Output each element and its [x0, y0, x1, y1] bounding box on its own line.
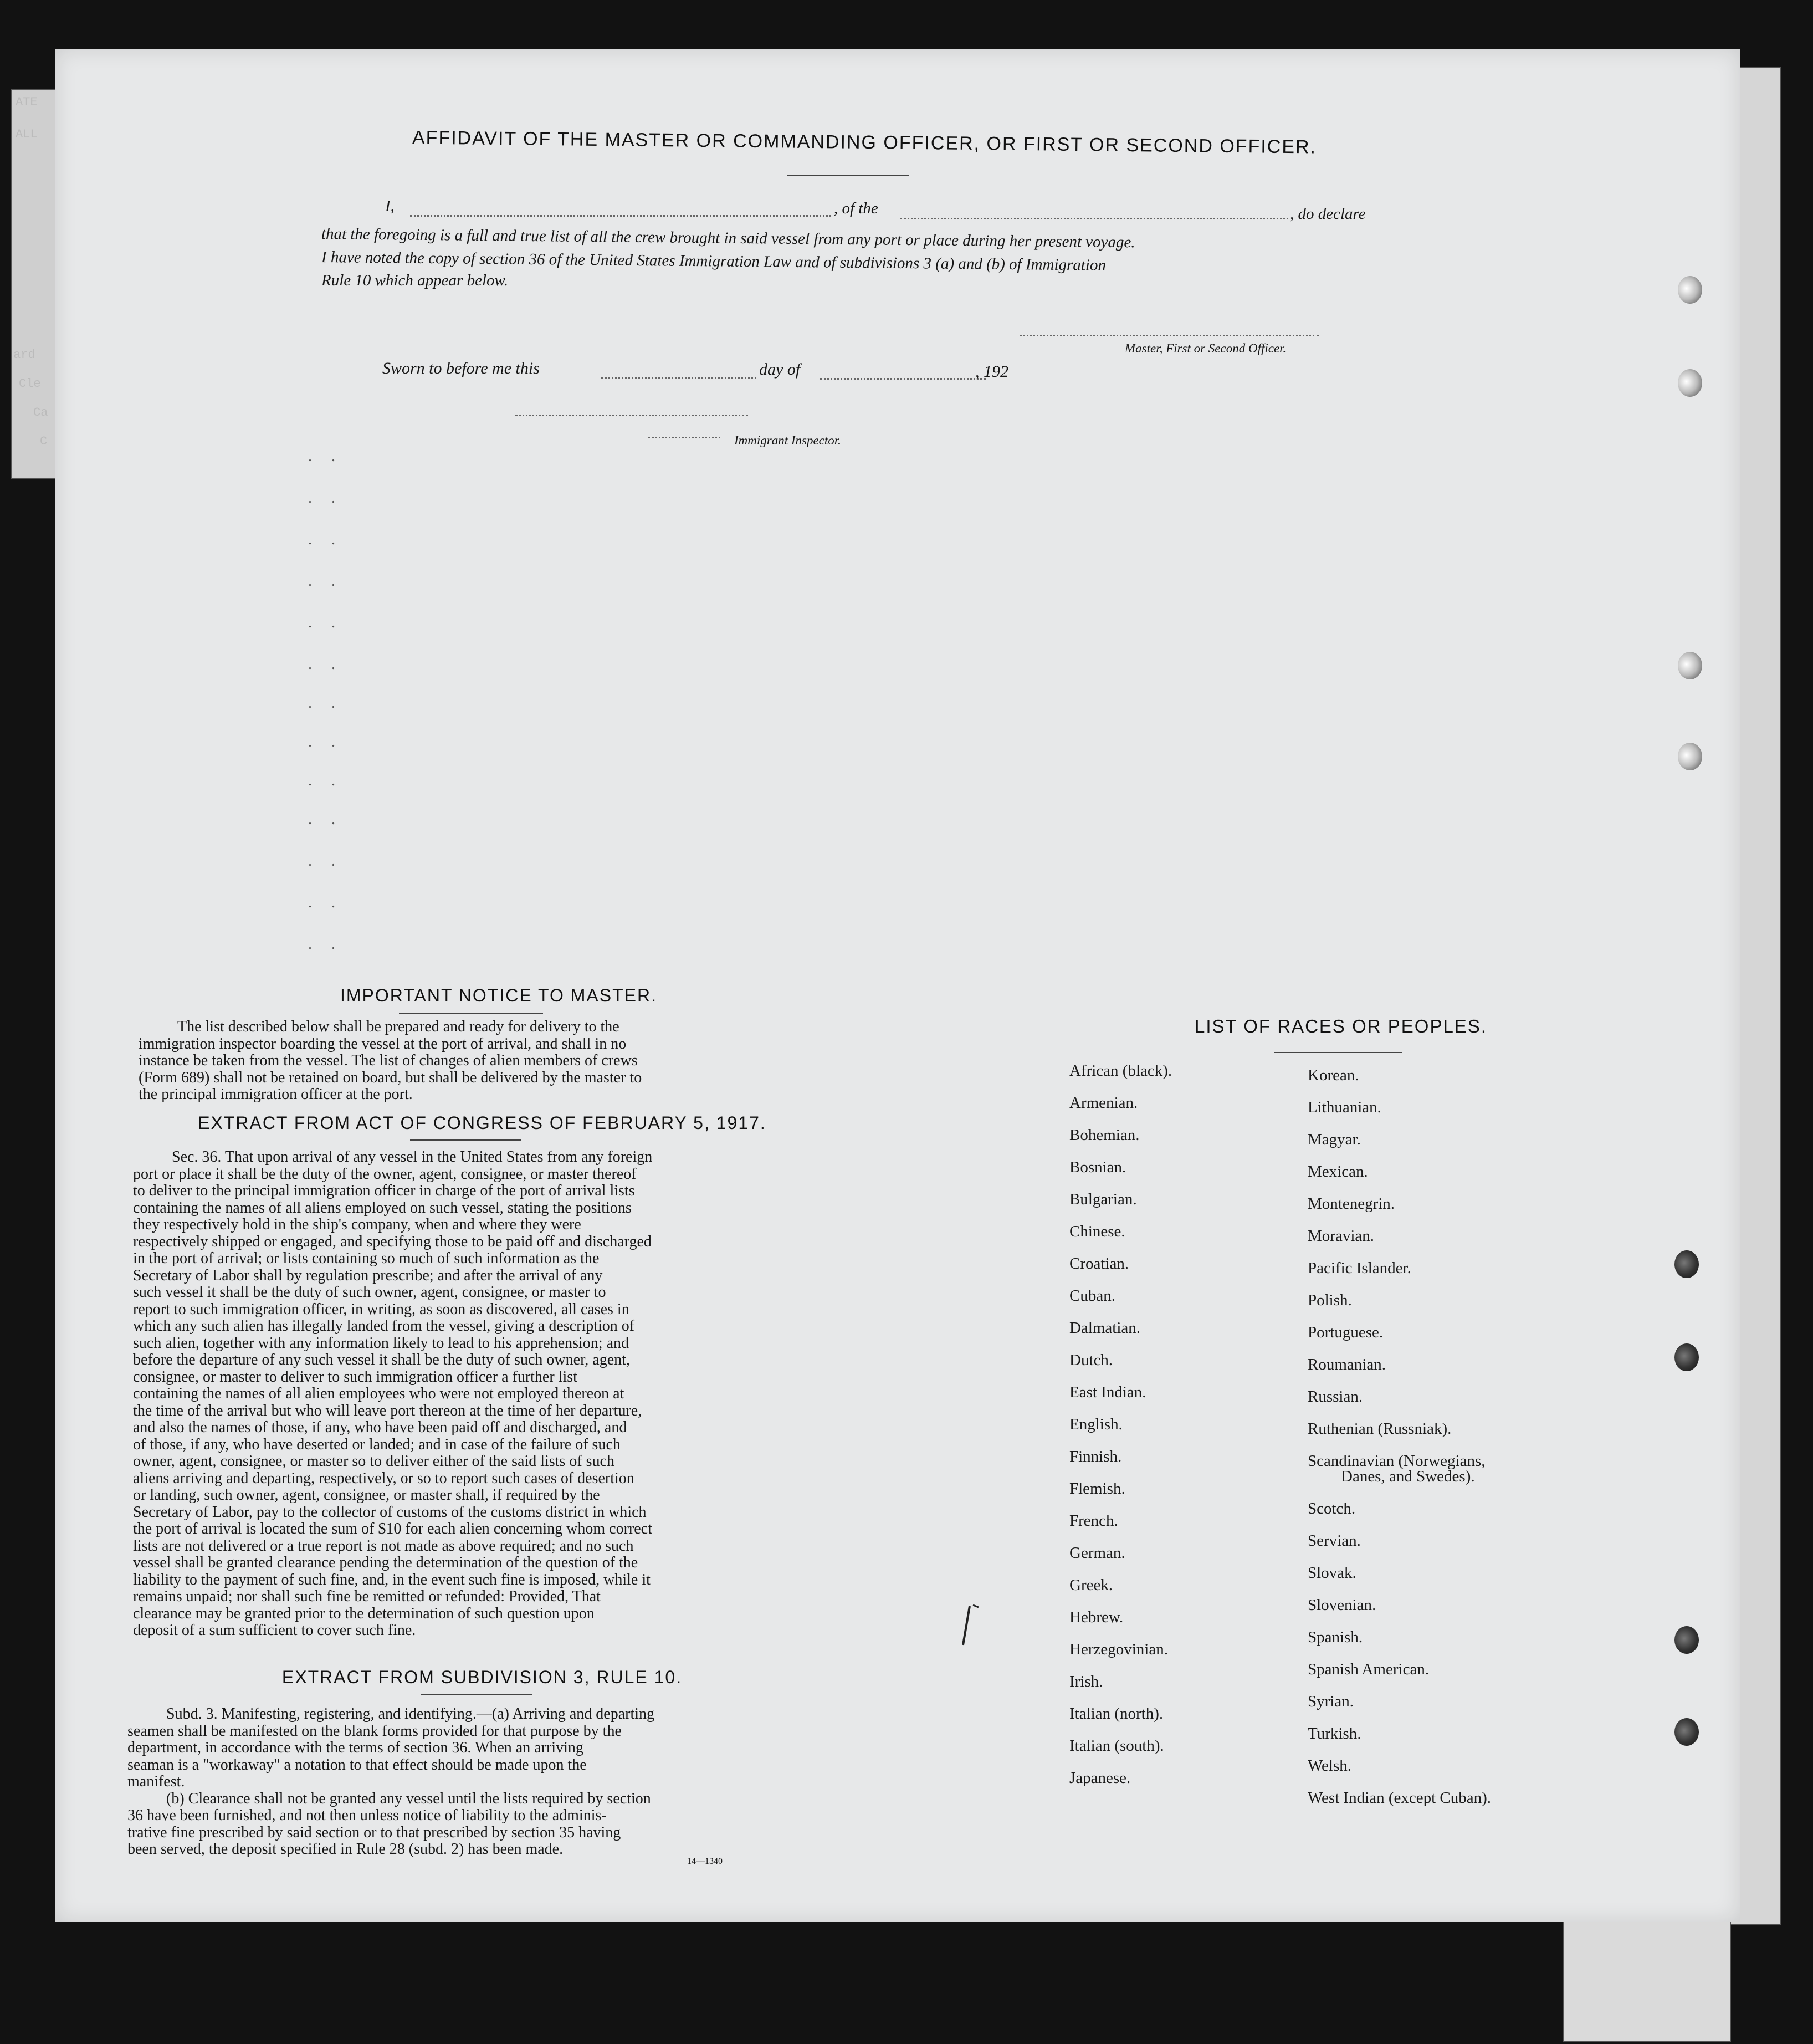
notice-line: The list described below shall be prepared and ready for delivery to the — [177, 1018, 619, 1035]
race-item: Irish. — [1069, 1673, 1103, 1690]
race-item: Italian (north). — [1069, 1705, 1164, 1723]
race-item: Slovenian. — [1308, 1596, 1376, 1614]
edge-fragment: ard — [13, 348, 35, 362]
vessel-blank — [900, 218, 1288, 219]
race-item: West Indian (except Cuban). — [1308, 1789, 1492, 1807]
race-item: Chinese. — [1069, 1223, 1125, 1240]
punch-hole — [1674, 1250, 1699, 1278]
edge-fragment: Cle — [19, 377, 41, 391]
pen-mark — [953, 1601, 986, 1650]
race-item: Bohemian. — [1069, 1126, 1140, 1144]
race-item: Russian. — [1308, 1388, 1363, 1406]
act-heading: EXTRACT FROM ACT OF CONGRESS OF FEBRUARY 5, 1917. — [198, 1113, 766, 1133]
race-item: East Indian. — [1069, 1383, 1146, 1401]
race-item: Syrian. — [1308, 1693, 1354, 1710]
act-line: respectively shipped or engaged, and specifying those to be paid off and discharged — [133, 1233, 652, 1250]
rule-heading: EXTRACT FROM SUBDIVISION 3, RULE 10. — [281, 1667, 683, 1687]
notice-line: instance be taken from the vessel. The list of changes of alien members of crews — [139, 1052, 638, 1069]
act-line: Sec. 36. That upon arrival of any vessel in the United States from any foreign — [172, 1148, 653, 1166]
act-body — [133, 1149, 826, 1639]
act-line: Secretary of Labor shall by regulation prescribe; and after the arrival of any — [133, 1266, 603, 1284]
race-item: Portuguese. — [1308, 1324, 1384, 1341]
heading-rule — [787, 175, 909, 176]
punch-hole — [1674, 1626, 1699, 1654]
race-item: Dalmatian. — [1069, 1319, 1141, 1337]
rule-line: seaman is a "workaway" a notation to that effect should be made upon the — [127, 1756, 587, 1774]
punch-hole — [1678, 276, 1702, 304]
races-left-column — [1069, 1062, 1172, 1801]
act-line: such vessel it shall be the duty of such owner, agent, consignee, or master to — [133, 1284, 606, 1301]
race-item: Magyar. — [1308, 1131, 1361, 1148]
race-item: Danes, and Swedes). — [1341, 1468, 1475, 1485]
margin-mark: . . — [308, 614, 343, 631]
inspector-blank-2 — [648, 437, 720, 438]
act-line: Secretary of Labor, pay to the collector of customs of the customs district in which — [133, 1503, 647, 1521]
races-heading: LIST OF RACES OR PEOPLES. — [1194, 1016, 1488, 1036]
edge-fragment: ATE — [16, 95, 38, 109]
notice-line: immigration inspector boarding the vessel at the port of arrival, and shall in no — [139, 1035, 627, 1052]
race-item: Scotch. — [1308, 1500, 1356, 1517]
race-item: Dutch. — [1069, 1351, 1113, 1369]
race-item: Cuban. — [1069, 1287, 1115, 1305]
race-item: Herzegovinian. — [1069, 1641, 1168, 1658]
act-line: lists are not delivered or a true report is not made as above required; and no such — [133, 1537, 634, 1555]
act-line: such alien, together with any information likely to lead to his apprehension; and — [133, 1334, 629, 1352]
race-item: German. — [1069, 1544, 1125, 1562]
punch-hole — [1678, 743, 1702, 770]
act-line: and also the names of those, if any, who have been paid off and discharged, and — [133, 1419, 627, 1436]
margin-mark: . . — [308, 772, 343, 789]
race-item: Roumanian. — [1308, 1356, 1386, 1373]
notice-body — [139, 1019, 826, 1103]
race-item: Bulgarian. — [1069, 1190, 1137, 1208]
race-item: Welsh. — [1308, 1757, 1352, 1775]
affidavit-i: I, — [385, 197, 395, 215]
margin-mark: . . — [308, 656, 343, 673]
sworn-prefix: Sworn to before me this — [382, 359, 540, 377]
sworn-day-of: day of — [759, 360, 801, 379]
race-item: Hebrew. — [1069, 1608, 1124, 1626]
notice-rule — [399, 1013, 543, 1014]
edge-fragment: Ca — [33, 406, 48, 420]
rule-body — [127, 1706, 820, 1858]
race-item: Mexican. — [1308, 1163, 1368, 1181]
act-line: consignee, or master to deliver to such immigration officer a further list — [133, 1368, 577, 1386]
affidavit-of-the: , of the — [834, 200, 878, 217]
act-line: port or place it shall be the duty of the owner, agent, consignee, or master thereof — [133, 1165, 637, 1183]
race-item: Lithuanian. — [1308, 1098, 1381, 1116]
act-line: the time of the arrival but who will leave port thereon at the time of her departure, — [133, 1402, 642, 1419]
act-line: report to such immigration officer, in writing, as soon as discovered, all cases in — [133, 1300, 629, 1318]
act-line: liability to the payment of such fine, and, in the event such fine is imposed, while it — [133, 1571, 651, 1588]
margin-mark: . . — [308, 811, 343, 828]
race-item: Bosnian. — [1069, 1158, 1126, 1176]
punch-hole — [1674, 1343, 1699, 1371]
sworn-day-blank — [601, 377, 756, 379]
margin-mark: . . — [308, 894, 343, 911]
act-line: aliens arriving and departing, respectively, or so to report such cases of desertion — [133, 1469, 634, 1487]
races-rule — [1274, 1052, 1402, 1053]
race-item: Croatian. — [1069, 1255, 1129, 1273]
name-blank — [410, 215, 831, 217]
margin-mark: . . — [308, 936, 343, 953]
margin-mark: . . — [308, 531, 343, 548]
race-item: Italian (south). — [1069, 1737, 1164, 1755]
notice-line: the principal immigration officer at the port. — [139, 1086, 413, 1103]
race-item: Pacific Islander. — [1308, 1259, 1411, 1277]
act-line: vessel shall be granted clearance pending the determination of the question of the — [133, 1554, 638, 1571]
act-line: they respectively hold in the ship's company, when and where they were — [133, 1216, 581, 1233]
act-line: owner, agent, consignee, or master so to deliver either of the said lists of such — [133, 1453, 614, 1470]
race-item: Spanish. — [1308, 1628, 1363, 1646]
race-item: Servian. — [1308, 1532, 1361, 1550]
race-item: Polish. — [1308, 1291, 1352, 1309]
race-item: Montenegrin. — [1308, 1195, 1395, 1213]
race-item: Flemish. — [1069, 1480, 1125, 1498]
race-item: Armenian. — [1069, 1094, 1138, 1112]
race-item: Finnish. — [1069, 1448, 1122, 1465]
act-line: which any such alien has illegally landed from the vessel, giving a description of — [133, 1317, 635, 1335]
notice-heading: IMPORTANT NOTICE TO MASTER. — [340, 985, 657, 1005]
notice-line: (Form 689) shall not be retained on board, but shall be delivered by the master to — [139, 1069, 642, 1086]
affidavit-heading: AFFIDAVIT OF THE MASTER OR COMMANDING OFFICER, OR FIRST OR SECOND OFFICER. — [412, 127, 1317, 158]
inspector-caption: Immigrant Inspector. — [734, 433, 841, 447]
rule-line: 36 have been furnished, and not then unless notice of liability to the adminis- — [127, 1807, 607, 1824]
race-item: Korean. — [1308, 1066, 1359, 1084]
act-rule — [410, 1139, 521, 1141]
affidavit-line-4: Rule 10 which appear below. — [321, 272, 508, 289]
race-item: Moravian. — [1308, 1227, 1374, 1245]
act-line: clearance may be granted prior to the determination of such question upon — [133, 1604, 595, 1622]
affidavit-do-declare: , do declare — [1290, 205, 1366, 223]
rule-line: trative fine prescribed by said section or to that prescribed by section 35 having — [127, 1823, 621, 1841]
race-item: Spanish American. — [1308, 1660, 1430, 1678]
form-page — [55, 49, 1740, 1922]
affidavit-line-2: that the foregoing is a full and true list of all the crew brought in said vessel from any port or place during her present voyage. — [321, 225, 1135, 252]
act-line: remains unpaid; nor shall such fine be remitted or refunded: Provided, That — [133, 1588, 601, 1605]
act-line: before the departure of any such vessel it shall be the duty of such owner, agent, — [133, 1351, 630, 1368]
margin-mark: . . — [308, 852, 343, 870]
edge-fragment: ALL — [16, 127, 38, 141]
act-line: to deliver to the principal immigration officer in charge of the port of arrival lists — [133, 1182, 635, 1199]
margin-mark: . . — [308, 573, 343, 590]
act-line: containing the names of all aliens employed on such vessel, stating the positions — [133, 1199, 632, 1217]
races-right-column — [1308, 1066, 1491, 1821]
race-item: English. — [1069, 1416, 1123, 1433]
race-item: Slovak. — [1308, 1564, 1356, 1582]
rule-line: department, in accordance with the terms of section 36. When an arriving — [127, 1739, 583, 1756]
race-item: Ruthenian (Russniak). — [1308, 1420, 1452, 1438]
rule-line: (b) Clearance shall not be granted any vessel until the lists required by section — [166, 1790, 651, 1807]
affidavit-line-3: I have noted the copy of section 36 of the United States Immigration Law and of subdivisions 3 (a) and (b) of Immigration — [321, 248, 1107, 274]
sworn-year: , 192 — [975, 362, 1008, 381]
edge-fragment: C — [40, 435, 48, 448]
race-item: Japanese. — [1069, 1769, 1131, 1787]
form-number: 14—1340 — [687, 1857, 723, 1866]
race-item: Turkish. — [1308, 1725, 1361, 1742]
sworn-month-blank — [820, 378, 986, 380]
act-line: or landing, such owner, agent, consignee, or master shall, if required by the — [133, 1486, 600, 1504]
act-line: the port of arrival is located the sum of $10 for each alien concerning whom correct — [133, 1520, 652, 1537]
act-line: in the port of arrival; or lists containing so much of such information as the — [133, 1250, 600, 1267]
inspector-blank — [515, 415, 748, 416]
punch-hole — [1678, 369, 1702, 397]
race-item: Greek. — [1069, 1576, 1113, 1594]
act-line: deposit of a sum sufficient to cover such fine. — [133, 1622, 416, 1639]
rule-line: manifest. — [127, 1773, 185, 1790]
punch-hole — [1678, 652, 1702, 679]
signature-caption: Master, First or Second Officer. — [1125, 341, 1287, 355]
race-item: Scandinavian (Norwegians, — [1308, 1452, 1486, 1470]
margin-mark: . . — [308, 448, 343, 465]
rule-line: Subd. 3. Manifesting, registering, and identifying.—(a) Arriving and departing — [166, 1705, 655, 1723]
rule-line: seamen shall be manifested on the blank forms provided for that purpose by the — [127, 1722, 622, 1740]
margin-mark: . . — [308, 694, 343, 712]
punch-hole — [1674, 1718, 1699, 1746]
act-line: containing the names of all alien employees who were not employed thereon at — [133, 1385, 624, 1402]
race-item: African (black). — [1069, 1062, 1172, 1080]
margin-mark: . . — [308, 733, 343, 750]
rule-rule — [421, 1694, 532, 1695]
margin-mark: . . — [308, 489, 343, 507]
race-item: French. — [1069, 1512, 1118, 1530]
signature-blank — [1020, 335, 1319, 336]
rule-line: been served, the deposit specified in Rule 28 (subd. 2) has been made. — [127, 1841, 564, 1858]
act-line: of those, if any, who have deserted or landed; and in case of the failure of such — [133, 1435, 621, 1453]
